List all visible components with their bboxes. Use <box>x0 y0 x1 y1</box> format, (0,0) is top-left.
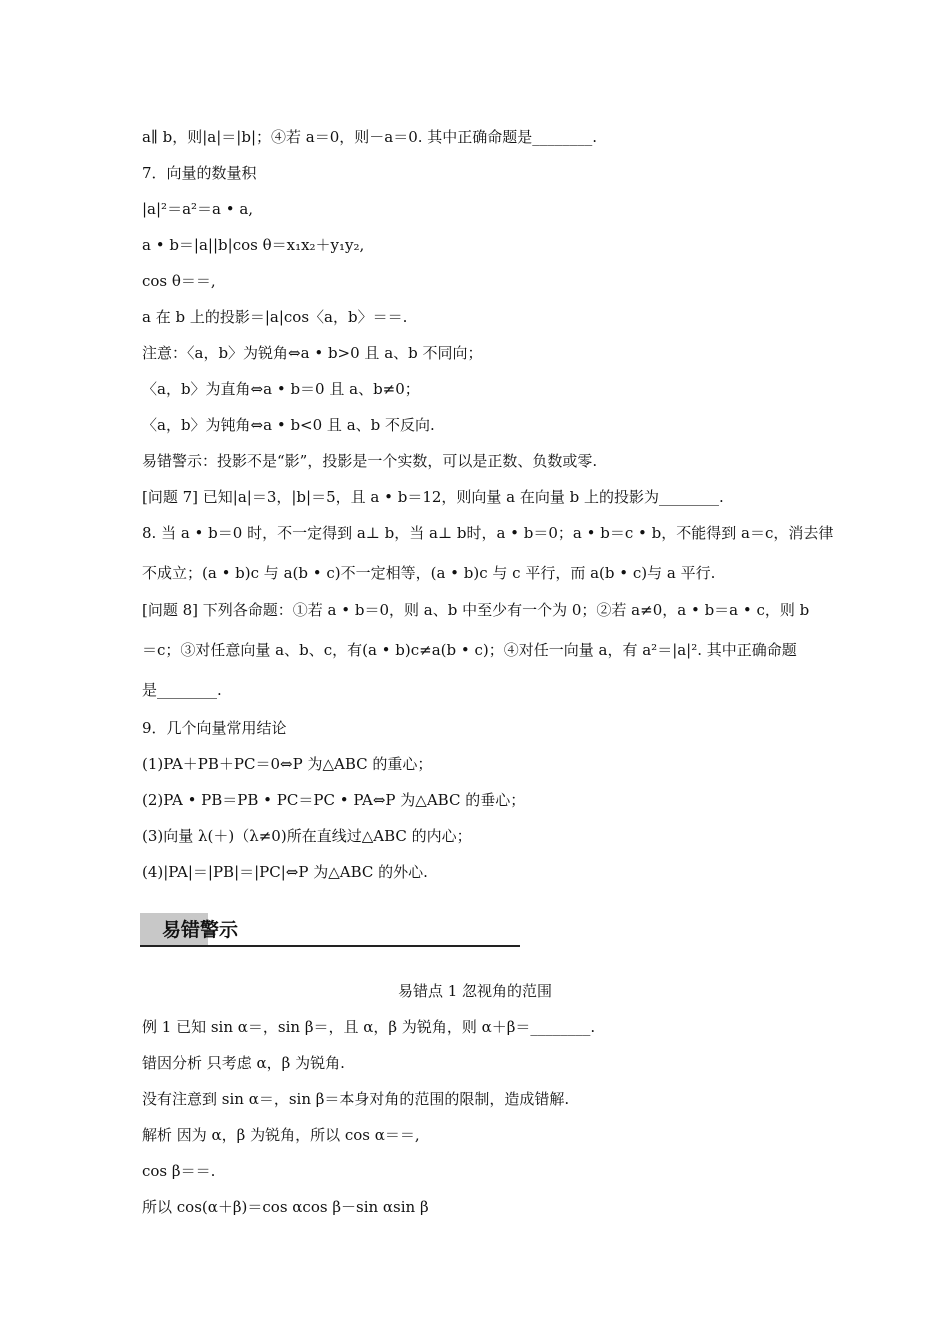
text-line: 是________. <box>142 681 222 699</box>
text-line: cos β＝＝. <box>142 1162 216 1180</box>
text-line: 9．几个向量常用结论 <box>142 719 287 737</box>
banner-rule <box>140 945 520 947</box>
text-line: 易错警示：投影不是“影”，投影是一个实数，可以是正数、负数或零. <box>142 452 598 470</box>
text-line: (4)|PA|＝|PB|＝|PC|⇔P 为△ABC 的外心. <box>142 863 428 881</box>
text-line: 8. 当 a • b＝0 时，不一定得到 a⊥ b，当 a⊥ b时，a • b＝0；a • b＝c • b，不能得到 a＝c，消去律 <box>142 524 834 542</box>
text-line: (2)PA • PB＝PB • PC＝PC • PA⇔P 为△ABC 的垂心； <box>142 791 526 809</box>
text-line: 〈a，b〉为钝角⇔a • b<0 且 a、b 不反向. <box>142 416 435 434</box>
text-line: (3)向量 λ(＋)（λ≠0)所在直线过△ABC 的内心； <box>142 827 472 845</box>
text-line: 没有注意到 sin α＝，sin β＝本身对角的范围的限制，造成错解. <box>142 1090 570 1108</box>
text-line: a • b＝|a||b|cos θ＝x₁x₂＋y₁y₂, <box>142 236 365 254</box>
text-line: [问题 8] 下列各命题：①若 a • b＝0，则 a、b 中至少有一个为 0；②若 a≠0，a • b＝a • c，则 b <box>142 601 810 619</box>
text-line: 不成立；(a • b)c 与 a(b • c)不一定相等，(a • b)c 与 c 平行，而 a(b • c)与 a 平行. <box>142 564 716 582</box>
text-line: a∥ b，则|a|＝|b|；④若 a＝0，则－a＝0. 其中正确命题是________. <box>142 128 598 146</box>
text-line: 解析 因为 α，β 为锐角，所以 cos α＝＝, <box>142 1126 420 1144</box>
section-title: 易错警示 <box>162 919 239 941</box>
text-line: 注意：〈a，b〉为锐角⇔a • b>0 且 a、b 不同向； <box>142 344 483 362</box>
text-line: 〈a，b〉为直角⇔a • b＝0 且 a、b≠0； <box>142 380 420 398</box>
text-line: 例 1 已知 sin α＝，sin β＝，且 α，β 为锐角，则 α＋β＝________. <box>142 1018 596 1036</box>
text-line: ＝c；③对任意向量 a、b、c，有(a • b)c≠a(b • c)；④对任一向量 a，有 a²＝|a|². 其中正确命题 <box>142 641 797 659</box>
text-line: 7．向量的数量积 <box>142 164 257 182</box>
text-line: (1)PA＋PB＋PC＝0⇔P 为△ABC 的重心； <box>142 755 433 773</box>
text-line: cos θ＝＝, <box>142 272 216 290</box>
text-line: [问题 7] 已知|a|＝3，|b|＝5，且 a • b＝12，则向量 a 在向量 b 上的投影为________. <box>142 488 724 506</box>
text-line: |a|²＝a²＝a • a, <box>142 200 254 218</box>
text-line: 所以 cos(α＋β)＝cos αcos β－sin αsin β <box>142 1198 429 1216</box>
text-line: 错因分析 只考虑 α，β 为锐角. <box>142 1054 345 1072</box>
text-line: a 在 b 上的投影＝|a|cos〈a，b〉＝＝. <box>142 308 408 326</box>
section-banner <box>140 913 520 947</box>
subheading: 易错点 1 忽视角的范围 <box>397 982 553 1000</box>
